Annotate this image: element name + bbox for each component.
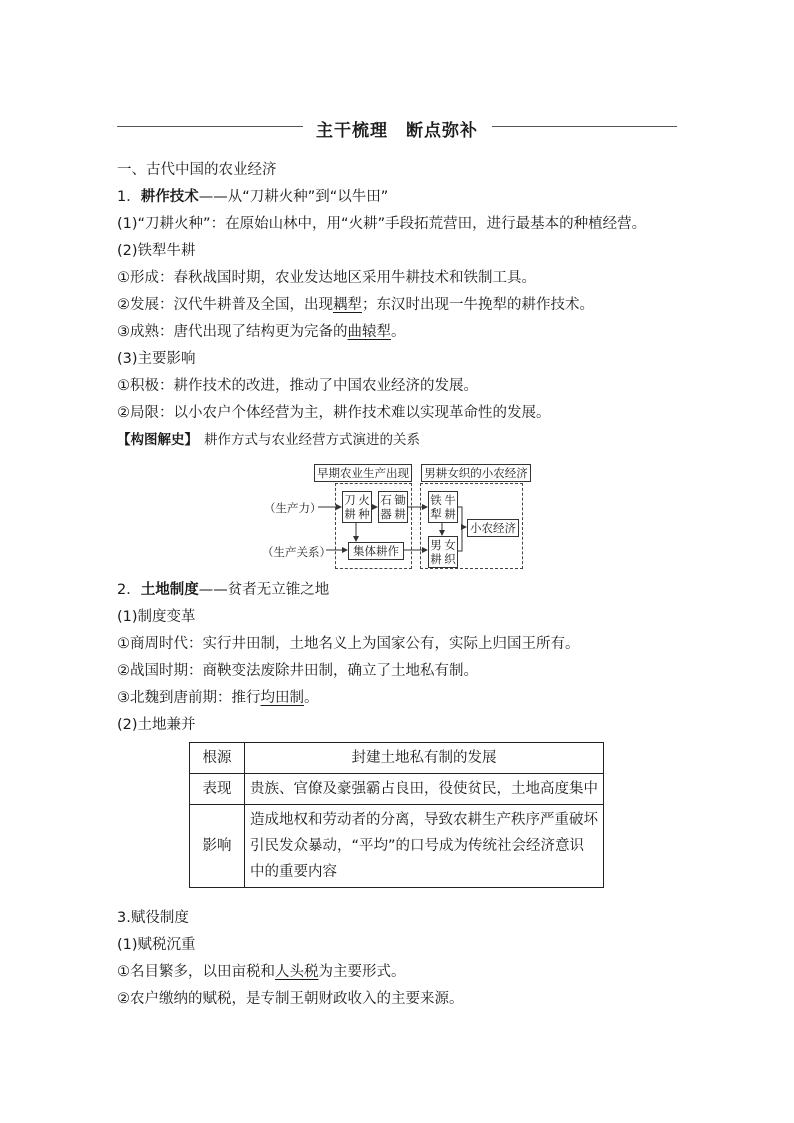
heading-prefix: 2． bbox=[117, 582, 141, 598]
header-rule-right bbox=[492, 126, 677, 127]
box-line: 牛耕 bbox=[444, 493, 456, 521]
box-iron-plow-ox bbox=[428, 491, 458, 523]
paragraph: (1)赋税沉重 bbox=[117, 937, 196, 953]
box-line: 锄耕 bbox=[394, 493, 406, 521]
table-row bbox=[190, 743, 604, 774]
box-line: 火种 bbox=[358, 493, 370, 521]
text: ；东汉时出现一牛挽犁的耕作技术。 bbox=[362, 297, 594, 313]
paragraph: ②战国时期：商鞅变法废除井田制，确立了土地私有制。 bbox=[117, 663, 478, 679]
subsection-heading-3: 3.赋役制度 bbox=[117, 910, 189, 926]
paragraph: (3)主要影响 bbox=[117, 351, 196, 367]
paragraph bbox=[117, 688, 319, 708]
paragraph bbox=[117, 962, 406, 982]
paragraph: (2)土地兼并 bbox=[117, 717, 196, 733]
table-cell: 影响 bbox=[190, 805, 245, 888]
arrow-bracket bbox=[457, 507, 462, 551]
paragraph: ①积极：耕作技术的改进，推动了中国农业经济的发展。 bbox=[117, 378, 478, 394]
text: 。 bbox=[304, 690, 319, 706]
heading-rest: ——贫者无立锥之地 bbox=[198, 582, 330, 598]
paragraph: ①商周时代：实行井田制，土地名义上为国家公有，实际上归国王所有。 bbox=[117, 636, 580, 652]
paragraph: (2)铁犁牛耕 bbox=[117, 243, 196, 259]
box-line: 男耕 bbox=[430, 538, 442, 566]
underlined-term: 曲辕犁 bbox=[347, 324, 391, 340]
heading-prefix: 1． bbox=[117, 189, 141, 205]
underlined-term: 人头税 bbox=[275, 964, 319, 980]
section-heading: 一、古代中国的农业经济 bbox=[117, 162, 277, 178]
table-cell bbox=[245, 805, 604, 888]
cell-line: 引民发众暴动，“平均”的口号成为传统社会经济意识中的重要内容 bbox=[250, 838, 585, 880]
diagram-top-left-label: 早期农业生产出现 bbox=[314, 464, 412, 482]
text: 。 bbox=[391, 324, 406, 340]
caption-text: 耕作方式与农业经营方式演进的关系 bbox=[204, 432, 420, 448]
table-row bbox=[190, 774, 604, 805]
underlined-term: 均田制 bbox=[260, 690, 304, 706]
paragraph: ②农户缴纳的赋税，是专制王朝财政收入的主要来源。 bbox=[117, 991, 464, 1007]
text: ①名目繁多，以田亩税和 bbox=[117, 964, 275, 980]
diagram-top-right-label: 男耕女织的小农经济 bbox=[421, 464, 531, 482]
label-relations: （生产关系） bbox=[262, 545, 331, 559]
caption-tag: 【构图解史】 bbox=[117, 432, 198, 448]
table-cell: 封建土地私有制的发展 bbox=[245, 743, 604, 774]
subsection-heading-2 bbox=[117, 580, 329, 600]
label-productivity: （生产力） bbox=[264, 501, 322, 515]
box-line: 女织 bbox=[444, 538, 456, 566]
box-line: 石器 bbox=[380, 493, 392, 521]
paragraph: ②局限：以小农户个体经营为主，耕作技术难以实现革命性的发展。 bbox=[117, 405, 551, 421]
table-row bbox=[190, 805, 604, 888]
text: ③北魏到唐前期：推行 bbox=[117, 690, 261, 706]
text: ②发展：汉代牛耕普及全国，出现 bbox=[117, 297, 333, 313]
cell-line: 造成地权和劳动者的分离，导致农耕生产秩序严重破坏 bbox=[250, 812, 598, 828]
box-small-peasant-economy: 小农经济 bbox=[467, 519, 519, 537]
subsection-heading-1 bbox=[117, 187, 388, 207]
paragraph bbox=[117, 295, 594, 315]
land-annexation-table bbox=[189, 742, 604, 888]
underlined-term: 耦犁 bbox=[333, 297, 362, 313]
box-line: 刀耕 bbox=[344, 493, 356, 521]
paragraph bbox=[117, 322, 406, 342]
paragraph: ①形成：春秋战国时期，农业发达地区采用牛耕技术和铁制工具。 bbox=[117, 270, 536, 286]
heading-bold: 土地制度 bbox=[140, 582, 199, 598]
box-collective-farming: 集体耕作 bbox=[348, 542, 404, 560]
box-line: 铁犁 bbox=[430, 493, 442, 521]
diagram-dashed-region-smallfarm bbox=[420, 483, 523, 569]
diagram-dashed-region-early bbox=[335, 483, 412, 569]
box-slash-and-burn bbox=[342, 491, 372, 523]
diagram-caption bbox=[117, 430, 420, 450]
heading-rest: ——从“刀耕火种”到“以牛田” bbox=[198, 189, 389, 205]
text: ③成熟：唐代出现了结构更为完备的 bbox=[117, 324, 348, 340]
page-title: 主干梳理 断点弥补 bbox=[316, 121, 478, 141]
box-men-farm-women-weave bbox=[428, 536, 458, 568]
table-cell: 表现 bbox=[190, 774, 245, 805]
box-stone-hoe bbox=[378, 491, 408, 523]
paragraph: (1)制度变革 bbox=[117, 609, 196, 625]
heading-bold: 耕作技术 bbox=[140, 189, 199, 205]
table-cell: 根源 bbox=[190, 743, 245, 774]
text: 为主要形式。 bbox=[318, 964, 406, 980]
table-cell: 贵族、官僚及豪强霸占良田，役使贫民，土地高度集中 bbox=[245, 774, 604, 805]
paragraph: (1)“刀耕火种”：在原始山林中，用“火耕”手段拓荒营田，进行最基本的种植经营。 bbox=[117, 216, 647, 232]
